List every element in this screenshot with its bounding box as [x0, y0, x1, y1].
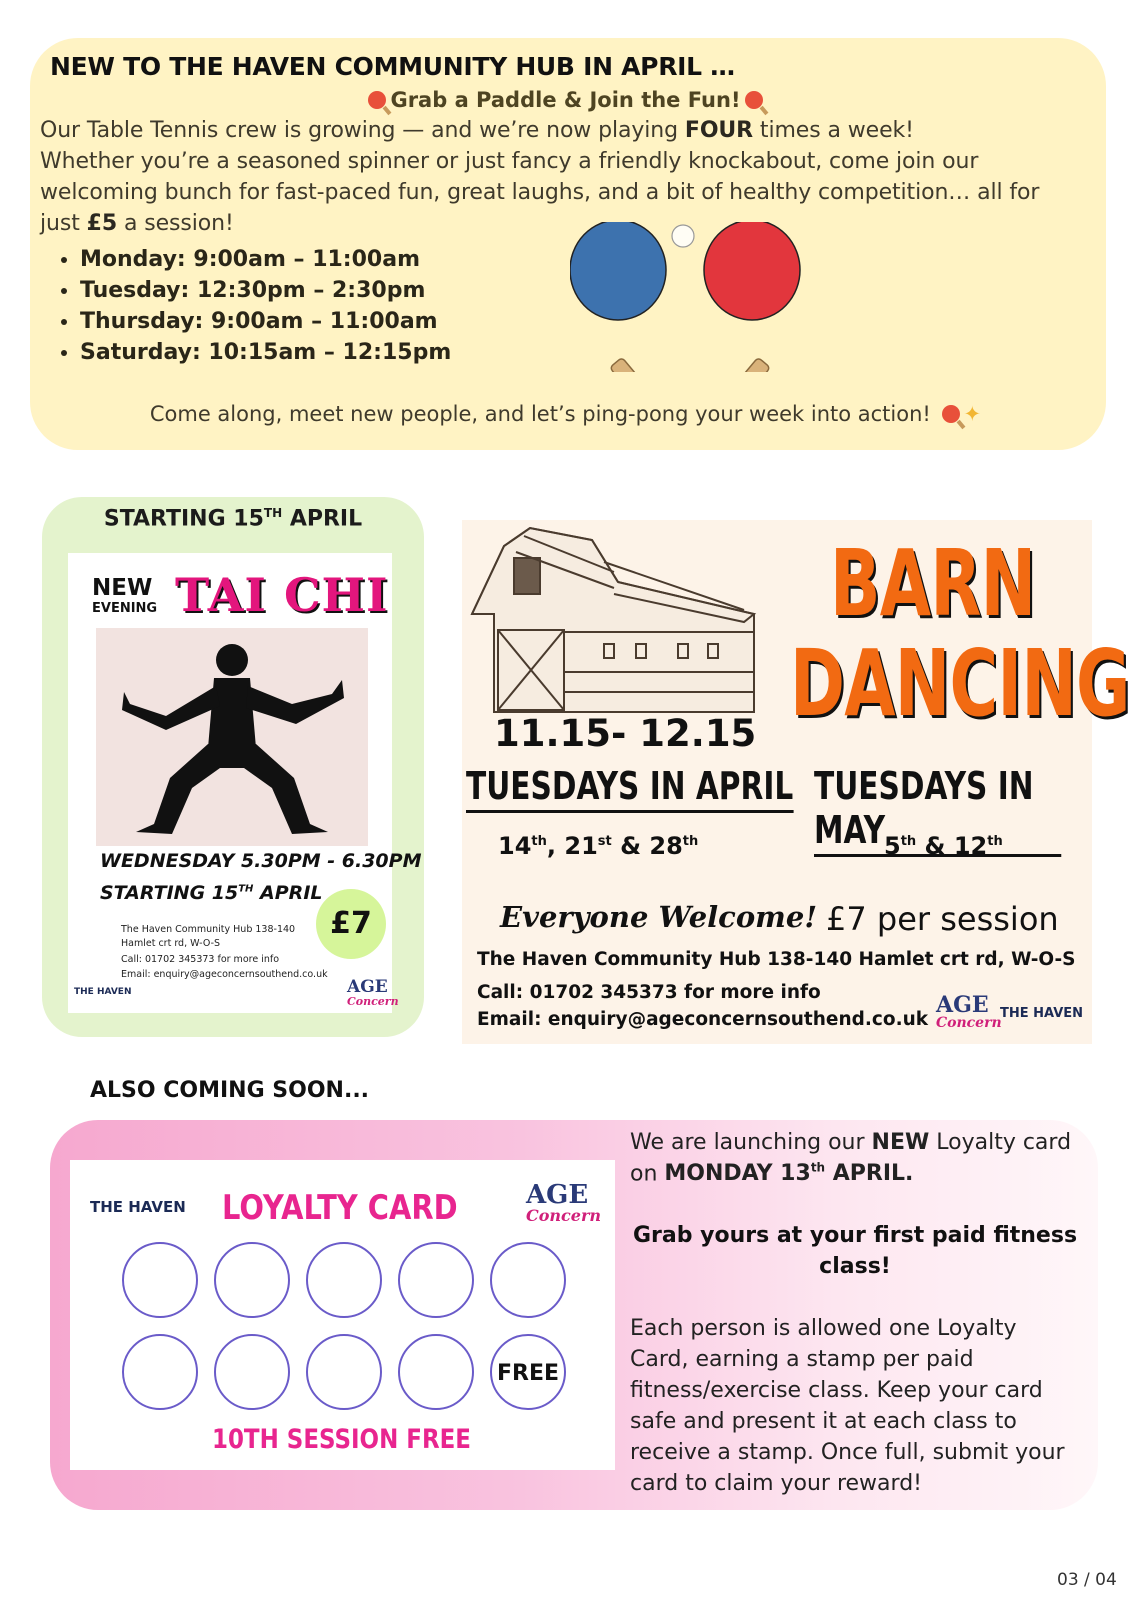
date-day: 21 [564, 832, 598, 860]
text-sup: TH [238, 883, 254, 895]
logo-text: AGE [347, 977, 388, 997]
tai-chi-email: Email: enquiry@ageconcernsouthend.co.uk [121, 969, 328, 980]
barn-illustration [464, 522, 764, 714]
date-sep: & [916, 832, 954, 860]
session-list [56, 244, 451, 368]
text-part: times a week! [753, 118, 914, 143]
barn-dancing-may-label: TUESDAYS IN MAY [814, 764, 1061, 857]
stamp-slot [306, 1242, 382, 1318]
date-sup: st [597, 834, 612, 849]
tai-chi-address-1: The Haven Community Hub 138-140 [121, 924, 296, 935]
text-part: APRIL [253, 882, 323, 904]
barn-dancing-may-dates [884, 832, 1003, 860]
logo-text: Concern [347, 995, 399, 1008]
barn-dancing-april-dates [498, 832, 698, 860]
logo-text: AGE [526, 1180, 589, 1210]
stamp-slot [214, 1334, 290, 1410]
list-item: • Tuesday: 12:30pm – 2:30pm [80, 275, 451, 306]
text-bold: FOUR [684, 118, 754, 143]
date-sep: , [546, 832, 565, 860]
tai-chi-price-badge: £7 [316, 889, 386, 959]
stamp-slot [214, 1242, 290, 1318]
stamp-slot [122, 1242, 198, 1318]
tai-chi-time: WEDNESDAY 5.30PM - 6.30PM [100, 850, 422, 872]
haven-logo: THE HAVEN [1000, 1006, 1084, 1021]
stamp-slot [398, 1334, 474, 1410]
date-sup: th [682, 834, 699, 849]
subheading-text: Grab a Paddle & Join the Fun! [390, 88, 741, 112]
barn-dancing-title-1: BARN [830, 530, 1036, 637]
loyalty-intro [630, 1130, 1071, 1155]
loyalty-rules-line: fitness/exercise class. Keep your card [630, 1378, 1043, 1403]
text-part: STARTING 15 [103, 506, 264, 532]
text-part: We are launching our [630, 1130, 872, 1155]
text-part: APRIL [282, 506, 363, 532]
stamp-slot [122, 1334, 198, 1410]
text-bold: £5 [86, 211, 118, 236]
date-sup: th [900, 834, 917, 849]
table-tennis-paddles-icon [570, 222, 810, 372]
table-tennis-subheading [0, 88, 1131, 112]
text-sup: TH [263, 506, 283, 520]
date-day: 5 [884, 832, 901, 860]
loyalty-rules-line: Each person is allowed one Loyalty [630, 1316, 1017, 1341]
stamp-slot [306, 1334, 382, 1410]
table-tennis-line-1 [40, 118, 914, 143]
barn-dancing-welcome: Everyone Welcome! [500, 900, 818, 934]
loyalty-rules-line: receive a stamp. Once full, submit your [630, 1440, 1065, 1465]
barn-dancing-email: Email: enquiry@ageconcernsouthend.co.uk [477, 1009, 929, 1030]
loyalty-rules-line: card to claim your reward! [630, 1471, 922, 1496]
list-item: • Thursday: 9:00am – 11:00am [80, 306, 451, 337]
age-concern-logo [936, 994, 1002, 1030]
barn-dancing-address: The Haven Community Hub 138-140 Hamlet crt rd, W-O-S [477, 949, 1076, 970]
haven-logo: THE HAVEN [90, 1198, 186, 1216]
barn-dancing-price: £7 per session [826, 900, 1059, 938]
text-bold: NEW [871, 1130, 930, 1155]
text-part: Our Table Tennis crew is growing — and we’re now playing [40, 118, 685, 143]
stamp-slot-free: FREE [490, 1334, 566, 1410]
loyalty-intro-date [630, 1161, 913, 1186]
paddle-emoji-icon [368, 91, 386, 109]
tai-chi-start [100, 882, 323, 904]
date-day: 14 [498, 832, 532, 860]
table-tennis-heading: NEW TO THE HAVEN COMMUNITY HUB IN APRIL … [50, 52, 735, 81]
logo-text: Concern [936, 1015, 1002, 1031]
text-part: just [40, 211, 87, 236]
text-part: MONDAY 13 [664, 1161, 811, 1187]
sparkles-icon: ✦ [963, 402, 982, 426]
stamp-slot [490, 1242, 566, 1318]
table-tennis-line-3: welcoming bunch for fast-paced fun, great laughs, and a bit of healthy competition… all for [40, 180, 1040, 205]
loyalty-card-title: LOYALTY CARD [222, 1188, 458, 1228]
tai-chi-photo [96, 628, 368, 846]
text-part: on [630, 1161, 665, 1187]
text-part: a session! [117, 211, 234, 236]
barn-dancing-april-label: TUESDAYS IN APRIL [466, 764, 793, 813]
loyalty-grab-line-1: Grab yours at your first paid fitness [632, 1223, 1078, 1248]
date-sep: & [611, 832, 650, 860]
date-sup: th [531, 834, 547, 849]
text-sup: th [810, 1161, 826, 1175]
date-day: 28 [649, 832, 683, 860]
age-concern-logo [347, 979, 399, 1007]
barn-dancing-call: Call: 01702 345373 for more info [477, 982, 821, 1003]
text-part: APRIL. [825, 1161, 914, 1187]
table-tennis-footer [0, 402, 1131, 426]
tai-chi-address-2: Hamlet crt rd, W-O-S [121, 938, 221, 949]
stamp-slot [398, 1242, 474, 1318]
loyalty-grab-line-2: class! [819, 1254, 891, 1279]
haven-logo: THE HAVEN [74, 987, 132, 997]
barn-dancing-title-2: DANCING [790, 630, 1130, 737]
loyalty-rules-line: safe and present it at each class to [630, 1409, 1017, 1434]
list-item: • Monday: 9:00am – 11:00am [80, 244, 451, 275]
loyalty-rules-line: Card, earning a stamp per paid [630, 1347, 974, 1372]
logo-text: AGE [936, 992, 989, 1018]
table-tennis-line-2: Whether you’re a seasoned spinner or just fancy a friendly knockabout, come join our [40, 149, 979, 174]
loyalty-card-footer: 10TH SESSION FREE [212, 1424, 471, 1455]
date-sup: th [987, 834, 1003, 849]
paddle-emoji-icon [745, 91, 763, 109]
tai-chi-silhouette [96, 628, 368, 846]
footer-text: Come along, meet new people, and let’s ping-pong your week into action! [149, 402, 931, 426]
tai-chi-title: TAI CHI [175, 568, 389, 622]
tai-chi-call: Call: 01702 345373 for more info [121, 954, 280, 965]
text-part: STARTING 15 [100, 882, 239, 904]
tai-chi-new: NEW [92, 575, 153, 601]
list-item: • Saturday: 10:15am – 12:15pm [80, 337, 451, 368]
barn-dancing-time: 11.15- 12.15 [494, 712, 757, 755]
age-concern-logo [526, 1182, 601, 1224]
text-bold [664, 1161, 913, 1186]
coming-soon-label: ALSO COMING SOON... [90, 1078, 370, 1103]
date-day: 12 [953, 832, 988, 860]
tai-chi-header [42, 506, 424, 531]
logo-text: Concern [526, 1206, 602, 1225]
paddle-emoji-icon [942, 405, 960, 423]
page-number: 03 / 04 [1057, 1570, 1117, 1590]
table-tennis-line-4 [40, 211, 234, 236]
tai-chi-evening: EVENING [92, 601, 158, 616]
text-part: Loyalty card [929, 1130, 1072, 1155]
